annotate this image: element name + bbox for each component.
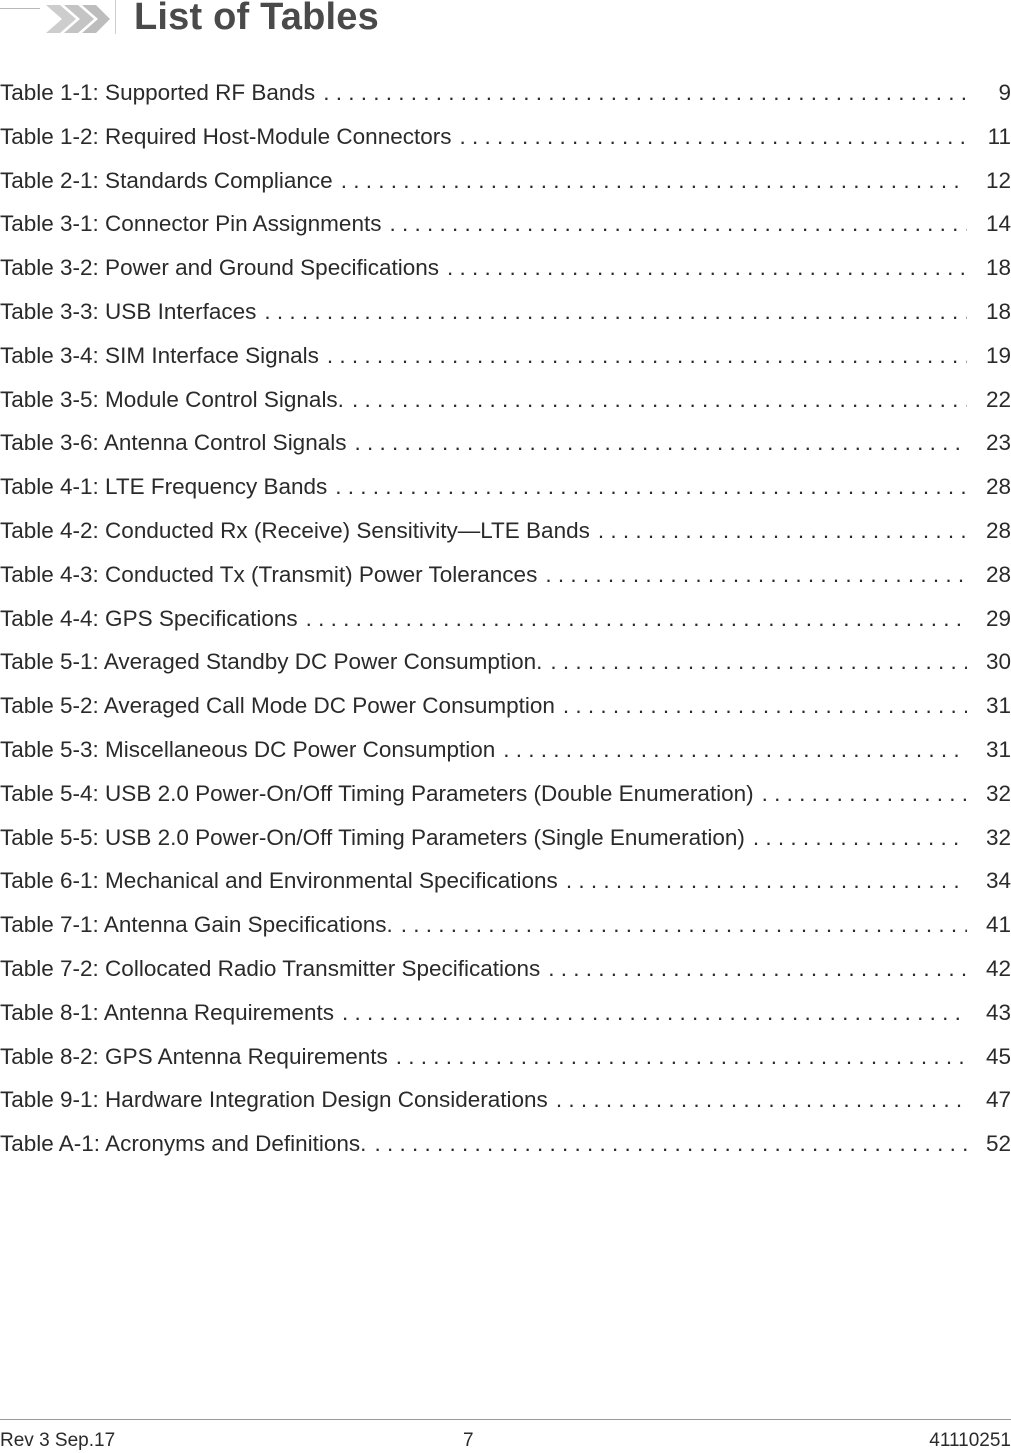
toc-entry-label[interactable]: Table 4-3: Conducted Tx (Transmit) Power Tolerances [0,561,538,587]
toc-dot-leader [563,693,967,719]
toc-entry[interactable] [0,299,1011,343]
toc-entry[interactable] [0,124,1011,168]
toc-entry-page[interactable]: 11 [987,123,1011,149]
toc-dot-leader [762,781,967,807]
toc-dot-leader [548,956,967,982]
toc-entry-page[interactable]: 43 [985,999,1011,1025]
toc-entry-page[interactable]: 18 [985,255,1011,281]
toc-dot-leader [753,825,967,851]
toc-entry-label[interactable]: Table A-1: Acronyms and Definitions. [0,1131,367,1157]
toc-dot-leader [598,518,967,544]
toc-entry[interactable] [0,956,1011,1000]
toc-entry[interactable] [0,80,1011,124]
toc-entry[interactable] [0,737,1011,781]
toc-entry-page[interactable]: 28 [985,517,1011,543]
toc-entry-label[interactable]: Table 1-1: Supported RF Bands [0,80,316,105]
header-rule [0,8,40,9]
toc-entry-label[interactable]: Table 3-4: SIM Interface Signals [0,342,319,368]
toc-dot-leader [447,255,967,281]
toc-entry-page[interactable]: 28 [985,561,1011,587]
toc-entry-page[interactable]: 47 [985,1087,1011,1113]
footer-rule [0,1419,1011,1420]
toc-entry[interactable] [0,781,1011,825]
toc-entry[interactable] [0,1087,1011,1131]
toc-entry-label[interactable]: Table 3-2: Power and Ground Specifications [0,255,440,281]
toc-entry[interactable] [0,255,1011,299]
toc-entry-page[interactable]: 45 [985,1043,1011,1069]
toc-dot-leader [264,299,967,325]
toc-entry-label[interactable]: Table 5-5: USB 2.0 Power-On/Off Timing Parameters (Single Enumeration) [0,824,745,850]
toc-entry-label[interactable]: Table 4-1: LTE Frequency Bands [0,474,328,500]
toc-entry[interactable] [0,1044,1011,1088]
toc-dot-leader [503,737,967,763]
toc-entry-label[interactable]: Table 8-1: Antenna Requirements [0,999,334,1025]
toc-dot-leader [354,430,967,456]
toc-entry-label[interactable]: Table 3-1: Connector Pin Assignments [0,211,382,237]
toc-entry-page[interactable]: 19 [985,342,1011,368]
toc-dot-leader [556,1087,967,1113]
toc-entry-label[interactable]: Table 7-1: Antenna Gain Specifications. [0,912,393,938]
toc-entry-label[interactable]: Table 5-4: USB 2.0 Power-On/Off Timing Parameters (Double Enumeration) [0,780,754,806]
toc-dot-leader [374,1131,967,1157]
toc-entry[interactable] [0,693,1011,737]
toc-dot-leader [396,1044,967,1070]
toc-dot-leader [323,80,967,106]
toc-entry-label[interactable]: Table 3-5: Module Control Signals. [0,386,344,412]
chevron-logo-icon [46,1,110,37]
footer-document-number: 41110251 [929,1430,1011,1451]
toc-entry[interactable] [0,562,1011,606]
toc-entry-page[interactable]: 30 [985,649,1011,675]
toc-entry[interactable] [0,606,1011,650]
toc-entry-page[interactable]: 41 [985,912,1011,938]
toc-entry[interactable] [0,211,1011,255]
toc-entry[interactable] [0,912,1011,956]
toc-entry-page[interactable]: 32 [985,824,1011,850]
page-header [0,0,1011,40]
toc-entry[interactable] [0,343,1011,387]
toc-entry-page[interactable]: 28 [985,474,1011,500]
toc-entry-label[interactable]: Table 2-1: Standards Compliance [0,167,333,193]
toc-entry-label[interactable]: Table 6-1: Mechanical and Environmental Specifications [0,868,558,894]
toc-dot-leader [545,562,967,588]
toc-entry-label[interactable]: Table 3-6: Antenna Control Signals [0,430,347,456]
toc-entry[interactable] [0,518,1011,562]
toc-entry[interactable] [0,387,1011,431]
toc-entry-page[interactable]: 22 [985,386,1011,412]
toc-dot-leader [459,124,967,150]
toc-entry-page[interactable]: 29 [985,605,1011,631]
toc-entry[interactable] [0,474,1011,518]
toc-entry-page[interactable]: 31 [985,693,1011,719]
toc-entry-page[interactable]: 14 [985,211,1011,237]
toc-entry-page[interactable]: 34 [985,868,1011,894]
toc-entry-label[interactable]: Table 7-2: Collocated Radio Transmitter Specifications [0,955,541,981]
toc-entry-label[interactable]: Table 5-2: Averaged Call Mode DC Power Consumption [0,693,555,719]
toc-entry[interactable] [0,868,1011,912]
toc-entry-label[interactable]: Table 5-3: Miscellaneous DC Power Consumption [0,736,496,762]
toc-dot-leader [327,343,967,369]
toc-entry[interactable] [0,430,1011,474]
page-title: List of Tables [134,0,379,38]
toc-dot-leader [342,1000,967,1026]
toc-entry-page[interactable]: 42 [985,955,1011,981]
toc-entry-page[interactable]: 9 [998,80,1011,105]
toc-entry-label[interactable]: Table 1-2: Required Host-Module Connectors [0,123,452,149]
toc-entry-page[interactable]: 12 [985,167,1011,193]
toc-entry-label[interactable]: Table 4-2: Conducted Rx (Receive) Sensitivity—LTE Bands [0,517,590,543]
toc-dot-leader [335,474,967,500]
toc-dot-leader [306,606,967,632]
toc-dot-leader [352,387,967,413]
toc-entry-page[interactable]: 18 [985,298,1011,324]
footer-page-number: 7 [463,1430,474,1451]
title-divider [115,0,116,34]
toc-entry[interactable] [0,1000,1011,1044]
toc-dot-leader [341,168,967,194]
toc-entry-label[interactable]: Table 8-2: GPS Antenna Requirements [0,1043,388,1069]
footer-revision: Rev 3 Sep.17 [0,1430,116,1451]
toc-entry-label[interactable]: Table 4-4: GPS Specifications [0,605,298,631]
toc-entry[interactable] [0,825,1011,869]
toc-entry[interactable] [0,168,1011,212]
toc-entry-page[interactable]: 31 [985,736,1011,762]
toc-dot-leader [550,649,967,675]
toc-entry-label[interactable]: Table 9-1: Hardware Integration Design Considerations [0,1087,548,1113]
toc-dot-leader [566,868,967,894]
toc-entry-label[interactable]: Table 5-1: Averaged Standby DC Power Consumption. [0,649,543,675]
toc-entry[interactable] [0,649,1011,693]
toc-entry[interactable] [0,1131,1011,1175]
toc-entry-page[interactable]: 32 [985,780,1011,806]
toc-dot-leader [389,211,967,237]
toc-entry-page[interactable]: 52 [985,1131,1011,1157]
toc-entry-page[interactable]: 23 [985,430,1011,456]
toc-entry-label[interactable]: Table 3-3: USB Interfaces [0,298,257,324]
toc-dot-leader [401,912,967,938]
list-of-tables [0,80,1011,1175]
